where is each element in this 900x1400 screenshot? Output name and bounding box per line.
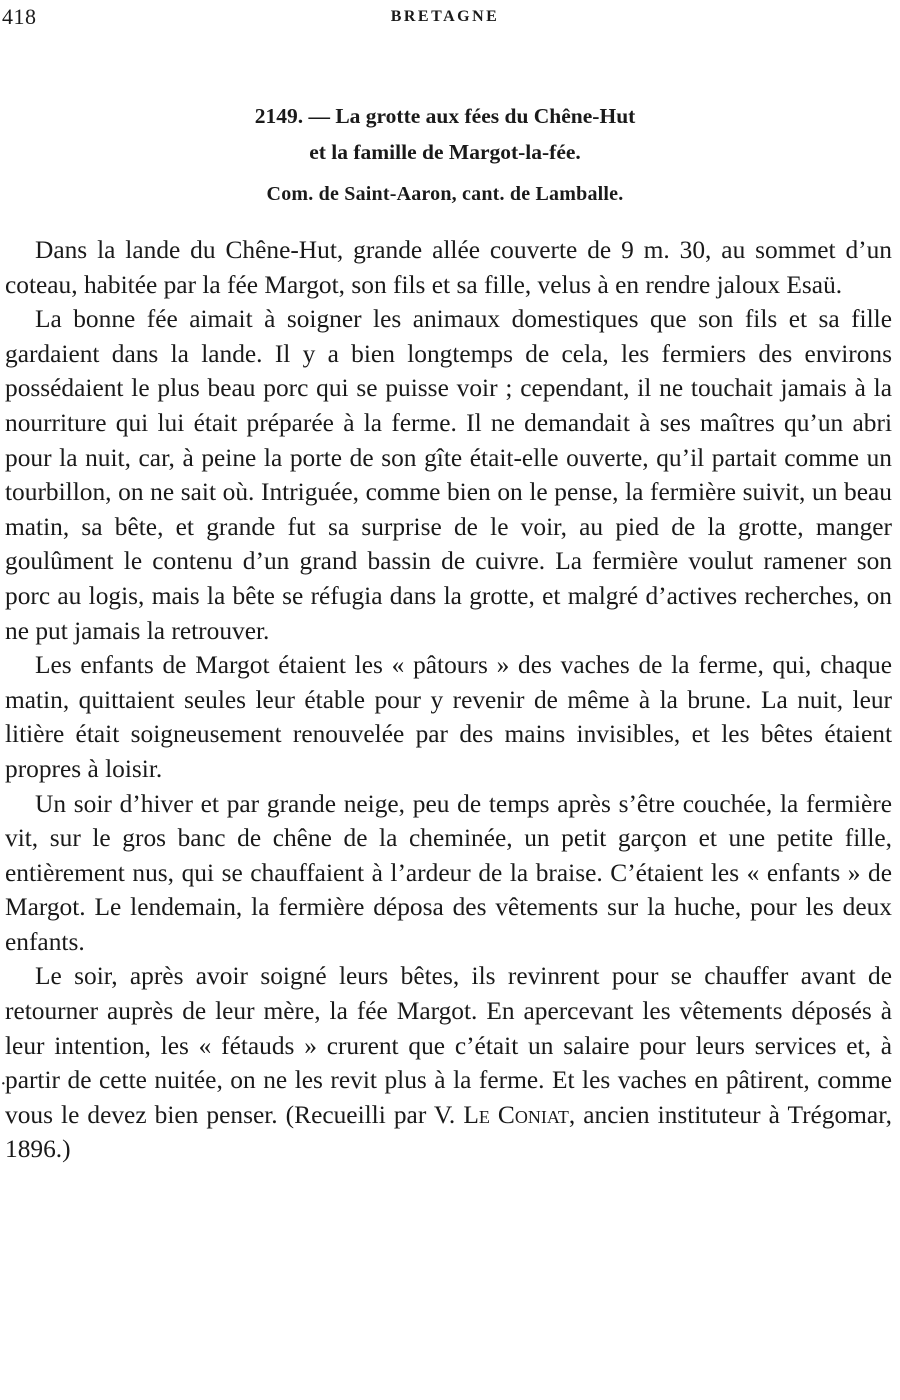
- author-name-le: Le: [463, 1100, 490, 1129]
- paragraph-2: La bonne fée aimait à soigner les animaux domestiques que son fils et sa fille gardaient dans la lande. Il y a bien longtemps de cela, les fermiers des environs possédaient le plus beau porc qui se puisse voir ; cependant, il ne touchait jamais à la nourriture qui lui était préparée à la ferme. Il ne demandait à ses maîtres qu’un abri pour la nuit, car, à peine la porte de son gîte était-elle ouverte, qu’il partait comme un tourbillon, on ne sait où. Intriguée, comme bien on le pense, la fermière suivit, un beau matin, sa bête, et grande fut sa surprise de le voir, au pied de la grotte, manger goulûment le contenu d’un grand bassin de cuivre. La fermière voulut ramener son porc au logis, mais la bête se réfugia dans la grotte, et malgré d’actives recherches, on ne put jamais la retrouver.: [5, 305, 892, 645]
- attribution-rest: , ancien instituteur à Trégomar, 1896.): [5, 1100, 892, 1164]
- paragraph-5: [5, 959, 892, 1167]
- running-head: BRETAGNE: [390, 8, 500, 25]
- paragraph-1: Dans la lande du Chêne-Hut, grande allée couverte de 9 m. 30, au sommet d’un coteau, habitée par la fée Margot, son fils et sa fille, velus à en rendre jaloux Esaü.: [5, 236, 892, 299]
- paragraph-3: Les enfants de Margot étaient les « pâtours » des vaches de la ferme, qui, chaque matin, quittaient seules leur étable pour y revenir de même à la brune. La nuit, leur litière était soigneusement renouvelée par des mains invisibles, et les bêtes étaient propres à loisir.: [5, 651, 892, 783]
- paragraph-4: Un soir d’hiver et par grande neige, peu de temps après s’être couchée, la fermière vit, sur le gros banc de chêne de la cheminée, un petit garçon et une petite fille, entièrement nus, qui se chauffaient à l’ardeur de la braise. C’étaient les « enfants » de Margot. Le lendemain, la fermière déposa des vêtements sur la huche, pour les deux enfants.: [5, 789, 892, 956]
- body-text: [5, 233, 892, 1167]
- margin-mark: ·: [0, 1073, 7, 1095]
- entry-location: Com. de Saint-Aaron, cant. de Lamballe.: [266, 183, 624, 205]
- page-number: 418: [2, 4, 37, 29]
- entry-heading: [0, 98, 890, 170]
- paragraph-5-text: Le soir, après avoir soigné leurs bêtes, ils revinrent pour se chauffer avant de retourner auprès de leur mère, la fée Margot. En apercevant les vêtements déposés à leur intention, les « fétauds » crurent que c’était un salaire pour leurs services et, à partir de cette nuitée, on ne les revit plus à la ferme. Et les vaches en pâtirent, comme vous le devez bien penser. (Recueilli par V.: [5, 962, 892, 1129]
- entry-title-line2: et la famille de Margot-la-fée.: [309, 140, 581, 164]
- page-header: [0, 4, 900, 30]
- entry-title: 2149. — La grotte aux fées du Chêne-Hut: [254, 104, 636, 128]
- author-name-coniat: Coniat: [497, 1100, 569, 1129]
